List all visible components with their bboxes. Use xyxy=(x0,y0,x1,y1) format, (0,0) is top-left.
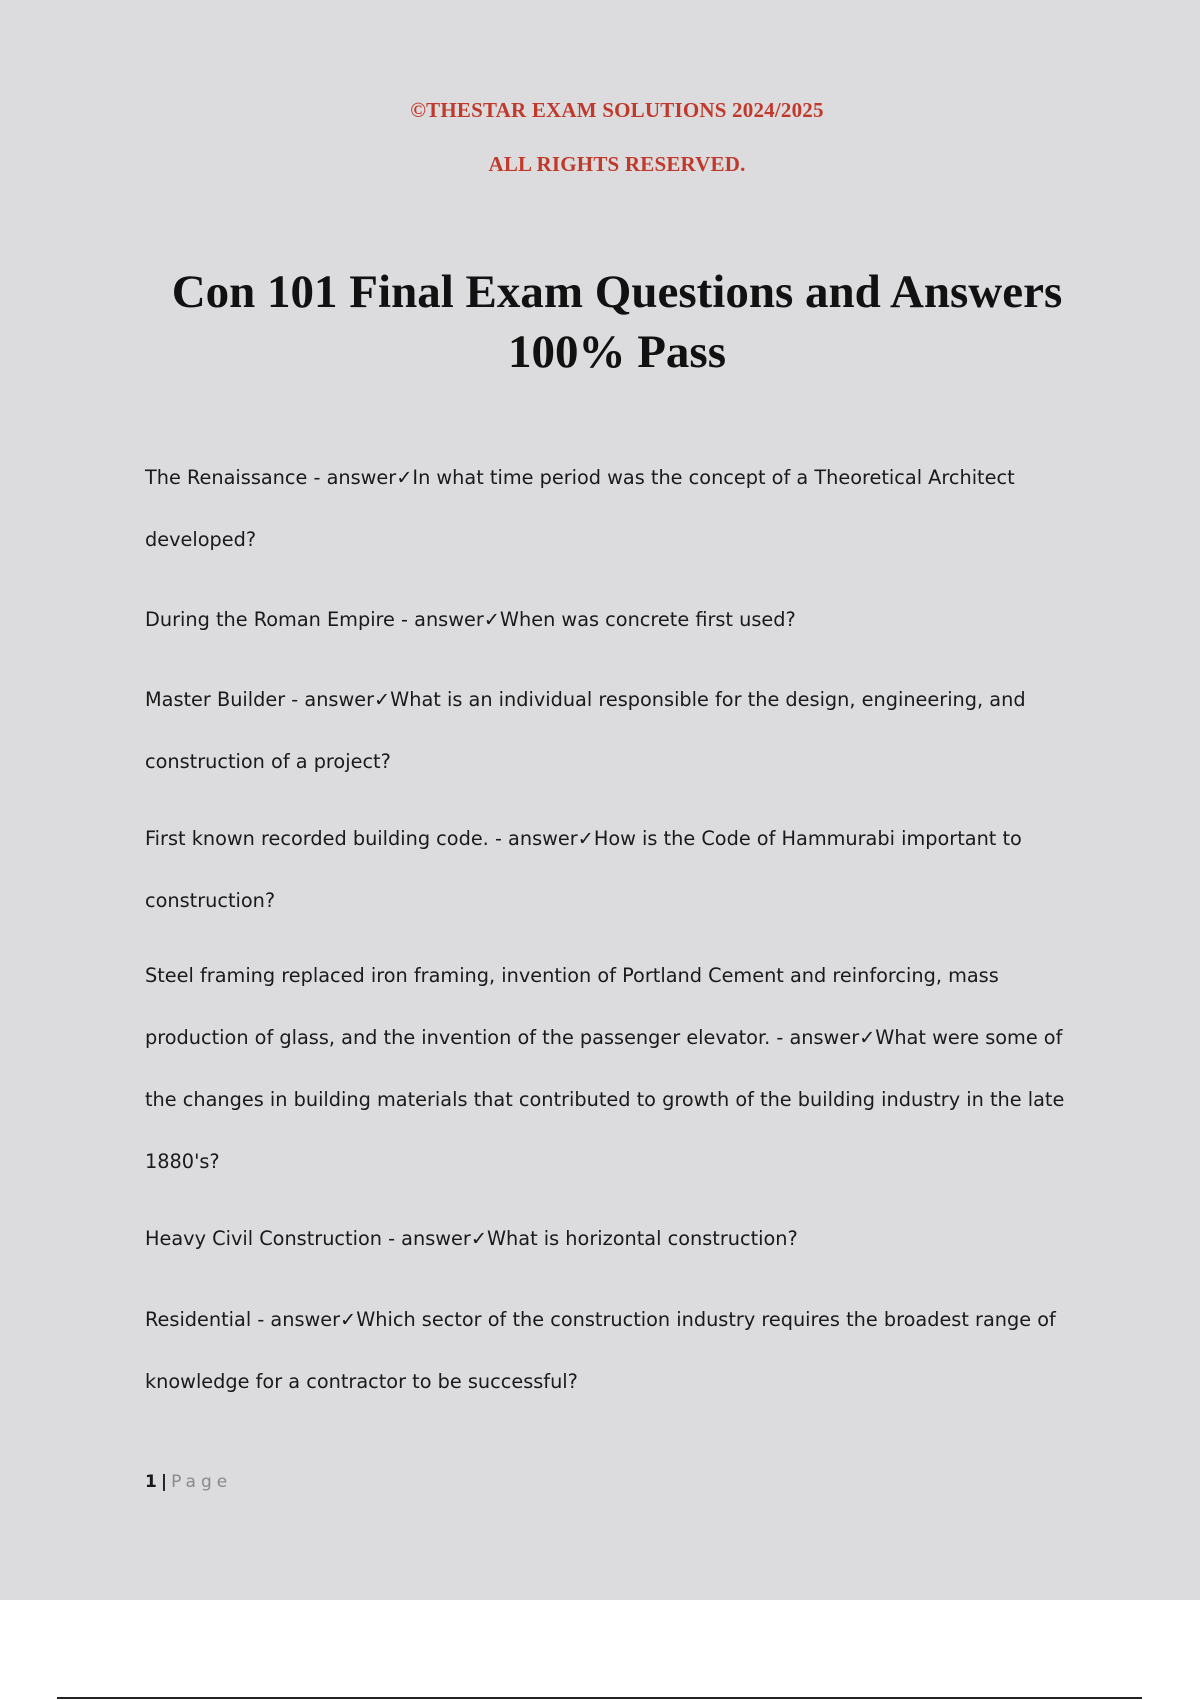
page-footer xyxy=(145,1472,232,1492)
page-label: Page xyxy=(171,1472,233,1492)
copyright-notice: ©THESTAR EXAM SOLUTIONS 2024/2025 xyxy=(410,98,824,122)
qa-line: Master Builder - answer✓What is an individual responsible for the design, engineering, and xyxy=(145,688,1026,711)
horizontal-rule xyxy=(57,1697,1142,1699)
page-number: 1 xyxy=(145,1472,157,1492)
title-line-1: Con 101 Final Exam Questions and Answers xyxy=(171,266,1063,318)
qa-line: construction of a project? xyxy=(145,750,391,773)
qa-line: During the Roman Empire - answer✓When was concrete first used? xyxy=(145,608,796,631)
document-title xyxy=(80,262,1154,382)
qa-line: the changes in building materials that contributed to growth of the building industry in the late xyxy=(145,1088,1065,1111)
qa-entry xyxy=(145,669,1105,793)
qa-entry xyxy=(145,1208,1105,1270)
title-line-2: 100% Pass xyxy=(507,326,727,378)
qa-line: Steel framing replaced iron framing, invention of Portland Cement and reinforcing, mass xyxy=(145,964,999,987)
qa-line: Heavy Civil Construction - answer✓What is horizontal construction? xyxy=(145,1227,798,1250)
footer-separator: | xyxy=(160,1472,168,1492)
qa-entry xyxy=(145,808,1105,932)
qa-line: construction? xyxy=(145,889,276,912)
qa-entry xyxy=(145,945,1105,1193)
qa-entry xyxy=(145,589,1105,651)
qa-line: knowledge for a contractor to be successful? xyxy=(145,1370,578,1393)
qa-line: Residential - answer✓Which sector of the construction industry requires the broadest range of xyxy=(145,1308,1056,1331)
qa-entry xyxy=(145,447,1105,571)
qa-line: First known recorded building code. - answer✓How is the Code of Hammurabi important to xyxy=(145,827,1022,850)
rights-reserved: ALL RIGHTS RESERVED. xyxy=(488,152,746,176)
qa-line: The Renaissance - answer✓In what time period was the concept of a Theoretical Architect xyxy=(145,466,1015,489)
qa-entry xyxy=(145,1289,1105,1413)
qa-line: production of glass, and the invention of the passenger elevator. - answer✓What were some of xyxy=(145,1026,1063,1049)
qa-line: developed? xyxy=(145,528,257,551)
next-page-area xyxy=(0,1600,1200,1700)
qa-line: 1880's? xyxy=(145,1150,220,1173)
